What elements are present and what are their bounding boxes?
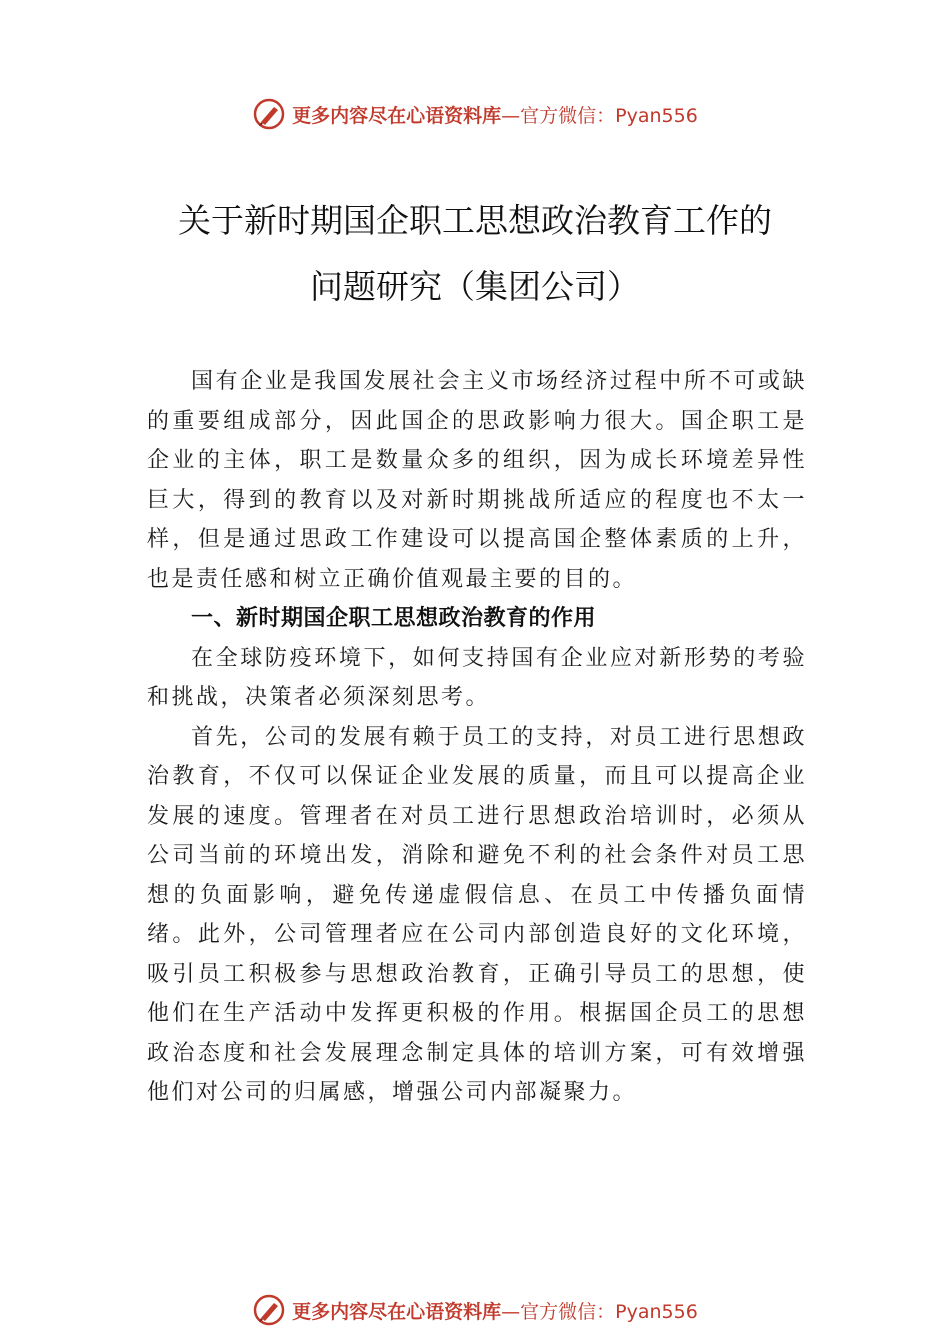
footer-banner xyxy=(0,1290,950,1330)
banner-brand-text: 更多内容尽在心语资料库 xyxy=(292,1300,502,1323)
document-body xyxy=(147,362,807,1113)
document-title xyxy=(0,188,950,320)
banner-brand-text: 更多内容尽在心语资料库 xyxy=(292,104,502,127)
section-paragraph: 在全球防疫环境下，如何支持国有企业应对新形势的考验和挑战，决策者必须深刻思考。 xyxy=(147,645,807,710)
section-paragraph: 首先，公司的发展有赖于员工的支持，对员工进行思想政治教育，不仅可以保证企业发展的质量，而且可以提高企业发展的速度。管理者在对员工进行思想政治培训时，必须从公司当前的环境出发，消除和避免不利的社会条件对员工思想的负面影响，避免传递虚假信息、在员工中传播负面情绪。此外，公司管理者应在公司内部创造良好的文化环境， 吸引员工积极参与思想政治教育，正确引导员工的思想，使他们在生产活动中发挥更积极的作用。根据国企员工的思想政治态度和社会发展理念制定具体的培训方案，可有效增强他们对公司的归属感，增强公司内部凝聚力。 xyxy=(147,724,807,1105)
title-line-2: 问题研究（集团公司） xyxy=(310,267,640,306)
header-banner xyxy=(0,94,950,134)
pen-logo-icon xyxy=(252,97,286,131)
intro-paragraph: 国有企业是我国发展社会主义市场经济过程中所不可或缺的重要组成部分，因此国企的思政影响力很大。国企职工是企业的主体，职工是数量众多的组织，因为成长环境差异性巨大，得到的教育以及对新时期挑战所适应的程度也不太一样，但是通过思政工作建设可以提高国企整体素质的上升，也是责任感和树立正确价值观最主要的目的。 xyxy=(147,369,807,592)
banner-wechat-text: —官方微信：Pyan556 xyxy=(501,104,698,127)
section-heading: 一、新时期国企职工思想政治教育的作用 xyxy=(191,606,597,631)
pen-logo-icon xyxy=(252,1293,286,1327)
banner-wechat-text: —官方微信：Pyan556 xyxy=(501,1300,698,1323)
title-line-1: 关于新时期国企职工思想政治教育工作的 xyxy=(178,201,772,240)
